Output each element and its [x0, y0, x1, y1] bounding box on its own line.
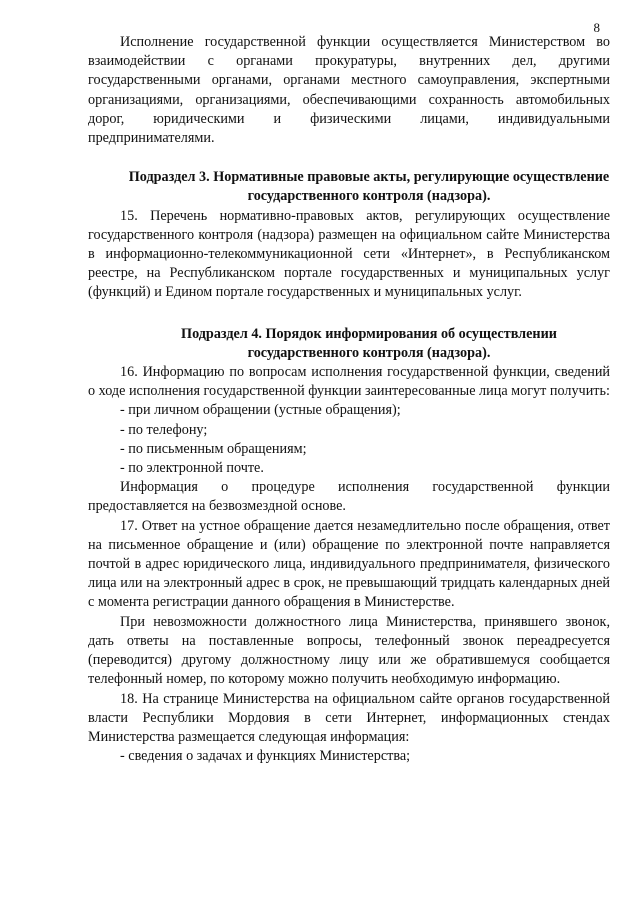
paragraph-interaction: Исполнение государственной функции осуществляется Министерством во взаимодействии с органами прокуратуры, внутренних дел, другими государственными органами, органами местного самоуправления, экспертными организациями, организациями, обеспечивающими сохранность автомобильных дорог, юридическими и физическими лицами, индивидуальными предпринимателями. [88, 34, 610, 147]
page-number: 8 [593, 20, 600, 35]
paragraph-15: 15. Перечень нормативно-правовых актов, регулирующих осуществление государственного контроля (надзора) размещен на официальном сайте Министерства в информационно-телекоммуникационной сети «Интернет», в Республиканском реестре, на Республиканском портале государственных и муниципальных услуг (функций) и Едином портале государственных и муниципальных услуг. [88, 207, 610, 301]
list-item: - по телефону; [120, 421, 208, 438]
list-item: - сведения о задачах и функциях Министерства; [120, 748, 411, 765]
paragraph-16: 16. Информацию по вопросам исполнения государственной функции, сведений о ходе исполнения государственной функции заинтересованные лица могут получить: [88, 364, 610, 400]
heading-subsection-3: Подраздел 3. Нормативные правовые акты, регулирующие осуществление государственного контроля (надзора). [128, 169, 610, 205]
paragraph-free-of-charge: Информация о процедуре исполнения государственной функции предоставляется на безвозмездной основе. [88, 479, 610, 515]
paragraph-redirect: При невозможности должностного лица Министерства, принявшего звонок, дать ответы на поставленные вопросы, телефонный звонок переадресуется (переводится) другому должностному лицу или же обратившемуся сообщается телефонный номер, по которому можно получить необходимую информацию. [88, 613, 610, 688]
list-item: - по электронной почте. [120, 460, 264, 477]
list-item: - при личном обращении (устные обращения); [120, 402, 401, 419]
paragraph-17: 17. Ответ на устное обращение дается незамедлительно после обращения, ответ на письменное обращение и (или) обращение по электронной почте направляется почтой в адрес юридического лица, индивидуального предпринимателя, физического лица или на электронный адрес в срок, не превышающий тридцать календарных дней с момента регистрации данного обращения в Министерстве. [88, 517, 610, 611]
document-body [88, 33, 610, 766]
heading-subsection-4: Подраздел 4. Порядок информирования об осуществлении государственного контроля (надзора). [181, 325, 557, 361]
list-item: - по письменным обращениям; [120, 440, 307, 457]
paragraph-18: 18. На странице Министерства на официальном сайте органов государственной власти Республики Мордовия в сети Интернет, информационных стендах Министерства размещается следующая информация: [88, 690, 610, 745]
